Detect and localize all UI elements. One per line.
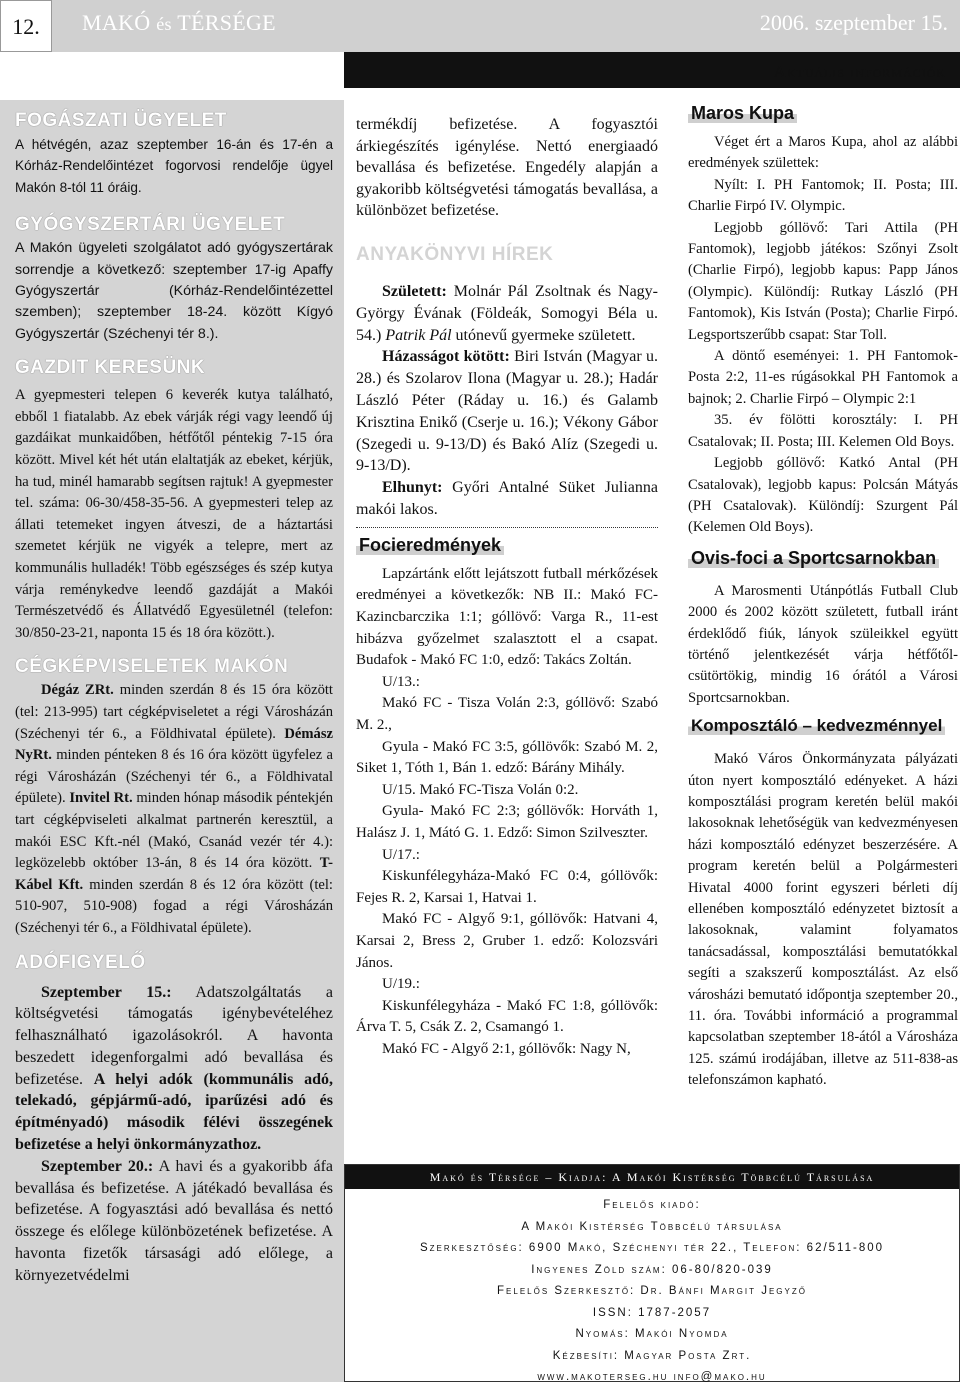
publication-title bbox=[82, 10, 276, 36]
ado-sept20-label: Szeptember 20.: bbox=[41, 1157, 154, 1175]
text-foci-intro: Lapzártánk előtt lejátszott futball mérkőzések eredményei a következők: NB II.: Makó FC-Kazincbarczika 1:1; góllövő: Varga R., 11-est hibázva győzelmet szalasztott el a csapat. Budafok - Makó FC 1:0, edző: Takács Zoltán. bbox=[356, 565, 658, 669]
text-u19-result2: Makó FC - Algyő 2:1, góllövők: Nagy N, bbox=[382, 1040, 631, 1057]
impressum-line: A Makói Kistérség Többcélú társulása bbox=[521, 1220, 783, 1233]
publication-title-rest: TÉRSÉGE bbox=[171, 10, 276, 35]
text-fogaszati: A hétvégén, azaz szeptember 16-án és 17-én a Kórház-Rendelőintézet fogorvosi rendelője ügyel Makón 8-tól 11 óráig. bbox=[15, 137, 333, 195]
publication-title-main: MAKÓ bbox=[82, 10, 157, 35]
ceg-tkabel-text: minden szerdán 8 és 12 óra között (tel: 510-907, 510-908) fogad a régi Városházán (Széchenyi tér 6., a Földhivatal épülete). bbox=[15, 876, 333, 936]
text-u13-result2: Gyula - Makó FC 3:5, góllövők: Szabó M. 2, Siket 1, Tóth 1, Bán 1. edző: Bárány Mihály. bbox=[356, 738, 658, 777]
heading-gyogyszertari: GYÓGYSZERTÁRI ÜGYELET bbox=[15, 214, 286, 236]
impressum-line: Nyomás: Makói Nyomda bbox=[575, 1328, 729, 1340]
focieredmenyek-title: Focieredmények bbox=[356, 535, 504, 555]
text-u17-result1: Kiskunfélegyháza-Makó FC 0:4, góllövők: Fejes R. 2, Karsai 1, Hatvai 1. bbox=[356, 868, 658, 906]
impressum-header: Makó és Térsége – Kiadja: A Makói Kistérség Többcélú Társulása bbox=[345, 1165, 959, 1189]
text-u19-result1: Kiskunfélegyháza - Makó FC 1:8, góllövők: Árva T. 5, Csák Z. 2, Csamangó 1. bbox=[356, 997, 658, 1036]
ceg-invitel-name: Invitel Rt. bbox=[69, 790, 133, 807]
ceg-tkabel-name: T-Kábel Kft. bbox=[15, 855, 333, 893]
section-divider bbox=[356, 527, 658, 528]
elhunyt-label: Elhunyt: bbox=[382, 479, 443, 497]
text-maros-p3: Legjobb góllövő: Tari Attila (PH Fantomok), legjobb játékos: Szőnyi Zsolt (Charlie Firpó), legjobb kapus: Papp János (Olympic). Különdíj: Rutkay László (PH Fantomok), Kis István (Posta); Charlie Firpó. Legsportszerűbb csapat: Star Toll. bbox=[688, 219, 958, 343]
impressum-line: www.makoterseg.hu info@mako.hu bbox=[537, 1371, 767, 1382]
ceg-invitel-text: minden hónap második péntekjén tart cégképviseleti alkalmat partnerén keresztül, a makói ESC Kft.-nél (Makó, Csanád vezér tér 4.): legközelebb október 13-án, 8 és 14 óra között. bbox=[15, 790, 333, 872]
issue-date: 2006. szeptember 15. bbox=[759, 10, 948, 35]
text-u19-label: U/19.: bbox=[382, 976, 420, 993]
section-label: Aktuális információk bbox=[773, 62, 946, 81]
page-number: 12. bbox=[0, 0, 52, 52]
text-u15-label: U/15. Makó FC-Tisza Volán 0:2. bbox=[382, 781, 579, 798]
heading-adofigyelo: ADÓFIGYELŐ bbox=[15, 951, 146, 973]
text-u13-result1: Makó FC - Tisza Volán 2:3, góllövő: Szabó M. 2., bbox=[356, 695, 658, 734]
text-u17-label: U/17.: bbox=[382, 846, 420, 863]
impressum-line: Felelős Szerkesztő: Dr. Bánfi Margit Jegyző bbox=[497, 1285, 807, 1297]
ceg-demasz-name: Démász NyRt. bbox=[15, 725, 333, 764]
ceg-degaz-text: minden szerdán 8 és 15 óra között (tel: 213-995) tart cégképviseletet a régi Városházán (Széchenyi tér 6., a Földhivatal épülete). bbox=[15, 682, 333, 742]
text-maros-p5: 35. év fölötti korosztály: I. PH Csatalovak; II. Posta; III. Kelemen Old Boys. bbox=[688, 412, 958, 450]
heading-focieredmenyek bbox=[356, 532, 658, 558]
impressum-line: Ingyenes Zöld szám: 06-80/820-039 bbox=[531, 1263, 773, 1276]
text-ovis-foci: A Marosmenti Utánpótlás Futball Club 2000 és 2002 között született, futball iránt érdeklődő fiúk, lányok szüleikkel együtt történő jelentkezését várja hétfőtől-csütörtökig, mindig 16 órától a Városi Sportcsarnokban. bbox=[688, 582, 958, 706]
heading-anyakonyvi: ANYAKÖNYVI HÍREK bbox=[356, 243, 554, 265]
heading-fogaszati: FOGÁSZATI ÜGYELET bbox=[15, 110, 227, 131]
text-ado-sept15 bbox=[15, 982, 333, 1156]
ado-sept15-label: Szeptember 15.: bbox=[41, 983, 172, 1001]
szuletett-text: Molnár Pál Zsoltnak és Nagy-György Évának (Földeák, Somogyi Béla u. 54.) bbox=[356, 283, 658, 344]
impressum-line: Szerkesztőség: 6900 Makó, Széchenyi tér 22., Telefon: 62/511-800 bbox=[419, 1242, 885, 1254]
publication-title-es: és bbox=[156, 14, 172, 34]
left-column bbox=[15, 108, 333, 1287]
szuletett-name: Patrik Pál bbox=[385, 326, 452, 344]
maros-kupa-title: Maros Kupa bbox=[688, 103, 797, 123]
text-gyogyszertari: A Makón ügyeleti szolgálatot adó gyógyszertárak sorrendje a következő: szeptember 17-ig Apaffy Gyógyszertár (Kórház-Rendelőintézettel szemben); szeptember 18-24. között Kígyó Gyógyszertár (Széchenyi tér 8.). bbox=[15, 240, 333, 342]
ovis-foci-title: Ovis-foci a Sportcsarnokban bbox=[688, 548, 939, 568]
impressum-line: ISSN: 1787-2057 bbox=[592, 1306, 712, 1319]
impressum-lines bbox=[345, 1189, 959, 1382]
szuletett-end: utónevű gyermeke született. bbox=[451, 326, 636, 344]
heading-ovis-foci bbox=[688, 545, 958, 571]
text-u13-label: U/13.: bbox=[382, 673, 420, 690]
text-u17-result2: Makó FC - Algyő 9:1, góllövők: Hatvani 4, Karsai 2, Bress 2, Gruber 1. edző: Kolozsvári János. bbox=[356, 911, 658, 971]
heading-gazdit: GAZDIT KERESÜNK bbox=[15, 357, 206, 379]
text-ado-continuation: termékdíj befizetése. A fogyasztói árkiegészítés igénylése. Nettó energiaadó bevallása és befizetése. Engedély alapján a gyakoribb költségvetési támogatás bevallása, a különbözet befizetése. bbox=[356, 116, 658, 219]
text-cegkepviseletek bbox=[15, 680, 333, 939]
ceg-demasz-text: minden pénteken 8 és 16 óra között ügyfelez a régi Városházán (Széchenyi tér 6., a Földhivatal épülete). bbox=[15, 747, 333, 807]
text-hazassag bbox=[356, 346, 658, 477]
ado-sept15-bold: A helyi adók (kommunális adó, telekadó, gépjármű-adó, iparűzési adó és építményadó) második félévi összegének befizetése a helyi önkormányzathoz. bbox=[15, 1070, 333, 1154]
impressum-line: Felelős kiadó: bbox=[603, 1199, 701, 1211]
text-szuletett bbox=[356, 281, 658, 346]
ado-sept15-text: Adatszolgáltatás a költségvetési támogatás igénybevételéhez felhasználható igazolásokról. A havonta beszedett idegenforgalmi adó bevallása és befizetése. bbox=[15, 983, 333, 1088]
elhunyt-text: Győri Antalné Süket Julianna makói lakos. bbox=[356, 479, 658, 519]
hazassag-label: Házasságot kötött: bbox=[382, 348, 510, 366]
heading-komposztalo bbox=[688, 713, 958, 739]
text-maros-p6: Legjobb góllövő: Katkó Antal (PH Csatalovak), legjobb kapus: Polcsán Mátyás (PH Csatalovak). Különdíj: Szurgent Pál (Kelemen Old Boys). bbox=[688, 455, 958, 536]
heading-maros-kupa bbox=[688, 100, 958, 126]
text-maros-p4: A döntő eseményei: 1. PH Fantomok-Posta 2:2, 11-es rúgásokkal PH Fantomok a bajnok; 2. Charlie Firpó – Olympic 2:1 bbox=[688, 348, 958, 407]
text-elhunyt bbox=[356, 477, 658, 521]
right-column bbox=[688, 100, 958, 1092]
text-maros-p2: Nyílt: I. PH Fantomok; II. Posta; III. Charlie Firpó IV. Olympic. bbox=[688, 176, 958, 215]
text-u15-result1: Gyula- Makó FC 2:3; góllövők: Horváth 1, Halász J. 1, Mátó G. 1. Edző: Simon Szilveszter. bbox=[356, 803, 658, 841]
middle-column bbox=[356, 114, 658, 1061]
heading-cegkepviseletek: CÉGKÉPVISELETEK MAKÓN bbox=[15, 656, 289, 678]
ceg-degaz-name: Dégáz ZRt. bbox=[41, 682, 114, 699]
impressum-line: Kézbesíti: Magyar Posta Zrt. bbox=[552, 1349, 752, 1362]
text-ado-sept20 bbox=[15, 1156, 333, 1287]
impressum-box bbox=[344, 1164, 960, 1382]
text-maros-p1: Véget ért a Maros Kupa, ahol az alábbi eredmények születtek: bbox=[688, 134, 958, 172]
komposztalo-title: Komposztáló – kedvezménnyel bbox=[688, 716, 945, 735]
text-komposztalo: Makó Város Önkormányzata pályázati úton nyert komposztáló edényeket. A házi komposztálási program keretén belül makói lakosoknak lehetőségük van kedvezményesen házi komposztáló edényzet beszerzésére. A program keretén belül a Polgármesteri Hivatal 4000 forint egyszeri bérleti díj ellenében komposztáló edényzetet biztosít a lakosoknak, valamint folyamatos tanácsadással, komposztálási bemutatókkal segíti a szakszerű komposztálást. Az első városházi bemutató időpontja szeptember 20., 11. óra. További információ a programmal kapcsolatban szeptember 18-ától a Városháza 125. számú irodájában, illetve az 511-838-as telefonszámon kapható. bbox=[688, 751, 958, 1089]
text-gazdit: A gyepmesteri telepen 6 keverék kutya található, ebből 1 fiatalabb. Az ebek várják régi vagy leendő új gazdáikat munkaidőben, hétfőtől péntekig 7-15 óra között. Mivel két hét után elaltatják az ebeket, kérjük, ha tud, minél hamarabb segítsen rajtuk! A gyepmester tel. száma: 06-30/458-35-56. A gyepmesteri telep az állati tetemeket ingyen átveszi, de a háztartási szemetet kérjük ne vigyék a telepre, mert az kommunális hulladék! Több egészséges és szép kutya várja reménykedve leendő gazdáját a Makói Természetvédő és Állatvédő Egyesületnél (telefon: 30/850-23-21, naponta 15 és 18 óra között.). bbox=[15, 387, 333, 641]
szuletett-label: Született: bbox=[382, 283, 447, 301]
hazassag-text: Biri István (Magyar u. 28.) és Szolarov Ilona (Magyar u. 28.); Hadár László Péter (Ráday u. 16.) és Galamb Krisztina Enikő (Cserje u. 16.); Vékony Gábor (Szegedi u. 9-13/D) és Bakó Alíz (Szegedi u. 9-13/D). bbox=[356, 348, 659, 475]
ado-sept20-text: A havi és a gyakoribb áfa bevallása és befizetése. A játékadó bevallása és befizetése. A fogyasztási adó bevallása és nettó összege és előlege különbözetének befizetése. A havonta fizetők társasági adó előlege, a környezetvédelmi bbox=[15, 1157, 334, 1284]
